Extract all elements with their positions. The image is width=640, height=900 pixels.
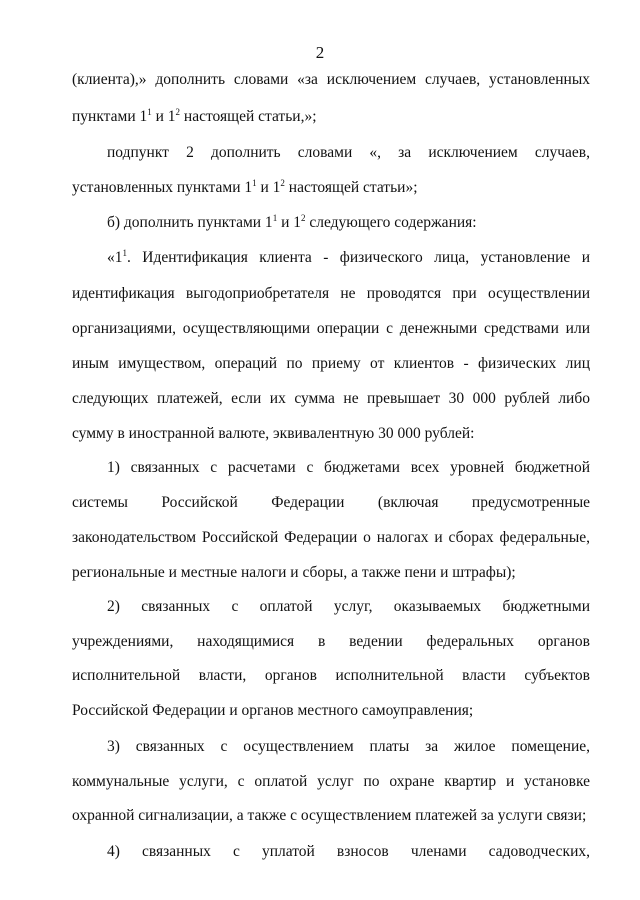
text-line: 4) связанных с уплатой взносов членами садоводческих, bbox=[107, 843, 590, 860]
text-line: (клиента),» дополнить словами «за исключением случаев, установленных bbox=[72, 71, 590, 88]
text-line: системы Российской Федерации (включая предусмотренные bbox=[72, 494, 590, 511]
text-line: Российской Федерации и органов местного самоуправления; bbox=[72, 702, 474, 719]
text-line: 3) связанных с осуществлением платы за жилое помещение, bbox=[107, 738, 590, 755]
text-line: учреждениями, находящимися в ведении федеральных органов bbox=[72, 633, 590, 650]
text-line: «$1^1$. Идентификация клиента - физического лица, установление и bbox=[107, 248, 590, 266]
text-line: сумму в иностранной валюте, эквивалентную 30 000 рублей: bbox=[72, 425, 475, 442]
text-line: законодательством Российской Федерации о налогах и сборах федеральные, bbox=[72, 529, 590, 546]
text-line: коммунальные услуги, с оплатой услуг по охране квартир и установке bbox=[72, 773, 590, 790]
text-line: подпункт 2 дополнить словами «, за исключением случаев, bbox=[107, 144, 590, 161]
text-line: следующих платежей, если их сумма не превышает 30 000 рублей либо bbox=[72, 390, 590, 407]
text-line: охранной сигнализации, а также с осуществлением платежей за услуги связи; bbox=[72, 807, 587, 824]
text-line: организациями, осуществляющими операции с денежными средствами или bbox=[72, 320, 590, 337]
text-line: 2) связанных с оплатой услуг, оказываемых бюджетными bbox=[107, 598, 590, 615]
text-line: иным имуществом, операций по приему от клиентов - физических лиц bbox=[72, 355, 590, 372]
text-line: 1) связанных с расчетами с бюджетами всех уровней бюджетной bbox=[107, 459, 590, 476]
text-line: пунктами $1^1$ и $1^2$ настоящей статьи,»; bbox=[72, 107, 317, 125]
page-number: 2 bbox=[315, 43, 325, 62]
text-line: идентификация выгодоприобретателя не проводятся при осуществлении bbox=[72, 285, 590, 302]
text-line: установленных пунктами $1^1$ и $1^2$ настоящей статьи»; bbox=[72, 178, 418, 196]
text-line: региональные и местные налоги и сборы, а также пени и штрафы); bbox=[72, 564, 516, 581]
text-line: исполнительной власти, органов исполнительной власти субъектов bbox=[72, 667, 590, 684]
text-line: б) дополнить пунктами $1^1$ и $1^2$ следующего содержания: bbox=[107, 213, 477, 231]
